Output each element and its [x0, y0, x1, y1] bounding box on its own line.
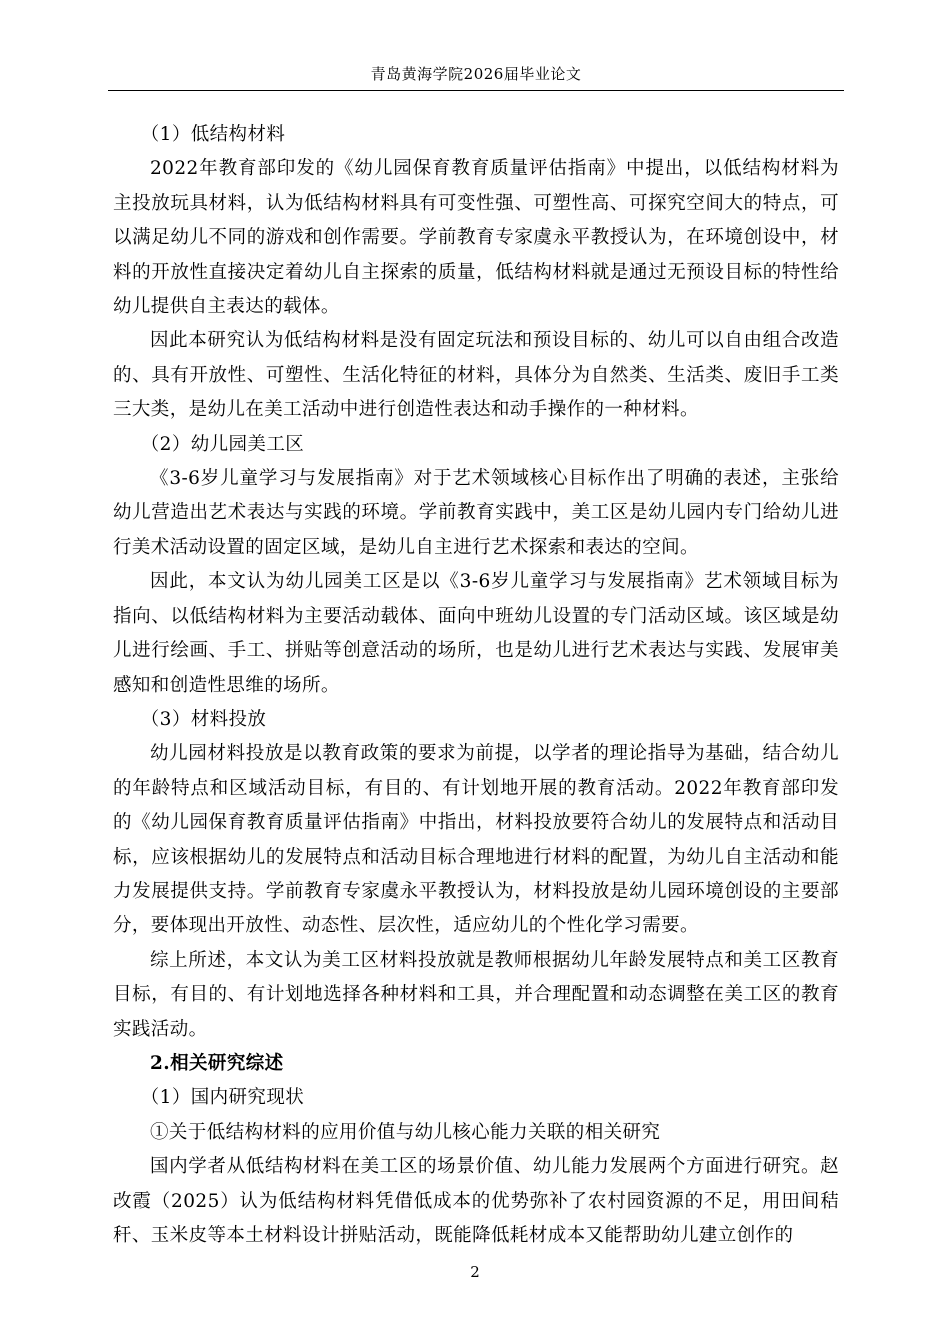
- body-text: [113, 118, 839, 1253]
- subsubheading-application-value: ①关于低结构材料的应用价值与幼儿核心能力关联的相关研究: [150, 1121, 661, 1143]
- paragraph: 因此本研究认为低结构材料是没有固定玩法和预设目标的、幼儿可以自由组合改造的、具有开放性、可塑性、生活化特征的材料，具体分为自然类、生活类、废旧手工类三大类，是幼儿在美工活动中进行创造性表达和动手操作的一种材料。: [113, 330, 839, 421]
- running-header: 青岛黄海学院2026届毕业论文: [370, 65, 582, 83]
- header-rule: [108, 90, 844, 91]
- subheading-art-area: （2）幼儿园美工区: [140, 433, 305, 455]
- section-heading-literature-review: 2.相关研究综述: [150, 1052, 284, 1074]
- paragraph: 因此，本文认为幼儿园美工区是以《3-6岁儿童学习与发展指南》艺术领域目标为指向、以低结构材料为主要活动载体、面向中班幼儿设置的专门活动区域。该区域是幼儿进行绘画、手工、拼贴等创意活动的场所，也是幼儿进行艺术表达与实践、发展审美感知和创造性思维的场所。: [113, 571, 839, 696]
- paragraph: 《3-6岁儿童学习与发展指南》对于艺术领域核心目标作出了明确的表述，主张给幼儿营造出艺术表达与实践的环境。学前教育实践中，美工区是幼儿园内专门给幼儿进行美术活动设置的固定区域，是幼儿自主进行艺术探索和表达的空间。: [113, 468, 839, 558]
- subheading-low-structure-materials: （1）低结构材料: [140, 124, 286, 145]
- page-number: 2: [470, 1263, 480, 1281]
- subheading-material-placement: （3）材料投放: [140, 708, 267, 730]
- paragraph: 国内学者从低结构材料在美工区的场景价值、幼儿能力发展两个方面进行研究。赵改霞（2025）认为低结构材料凭借低成本的优势弥补了农村园资源的不足，用田间秸秆、玉米皮等本土材料设计拼贴活动，既能降低耗材成本又能帮助幼儿建立创作的: [113, 1156, 839, 1246]
- paragraph: 幼儿园材料投放是以教育政策的要求为前提，以学者的理论指导为基础，结合幼儿的年龄特点和区域活动目标，有目的、有计划地开展的教育活动。2022年教育部印发的《幼儿园保育教育质量评估指南》中指出，材料投放要符合幼儿的发展特点和活动目标，应该根据幼儿的发展特点和活动目标合理地进行材料的配置，为幼儿自主活动和能力发展提供支持。学前教育专家虞永平教授认为，材料投放是幼儿园环境创设的主要部分，要体现出开放性、动态性、层次性，适应幼儿的个性化学习需要。: [113, 743, 839, 937]
- paragraph: 2022年教育部印发的《幼儿园保育教育质量评估指南》中提出，以低结构材料为主投放玩具材料，认为低结构材料具有可变性强、可塑性高、可探究空间大的特点，可以满足幼儿不同的游戏和创作需要。学前教育专家虞永平教授认为，在环境创设中，材料的开放性直接决定着幼儿自主探索的质量，低结构材料就是通过无预设目标的特性给幼儿提供自主表达的载体。: [113, 158, 839, 318]
- subheading-domestic-research: （1）国内研究现状: [140, 1087, 305, 1109]
- paragraph: 综上所述，本文认为美工区材料投放就是教师根据幼儿年龄发展特点和美工区教育目标，有目的、有计划地选择各种材料和工具，并合理配置和动态调整在美工区的教育实践活动。: [113, 949, 839, 1040]
